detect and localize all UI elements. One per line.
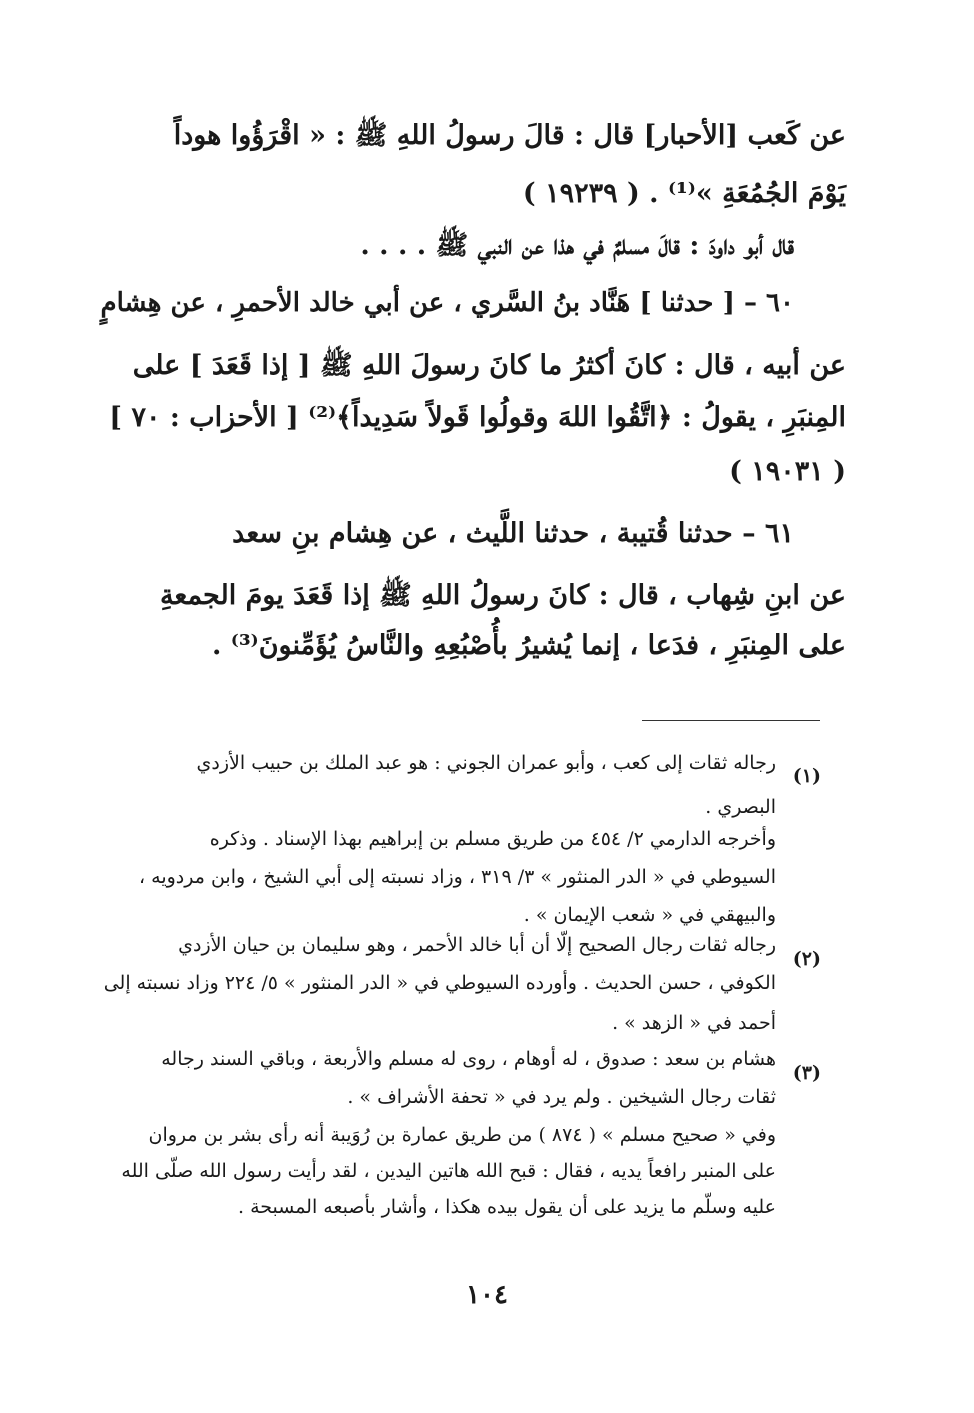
- footnote-line: على المنبر رافعاً يديه ، فقال : قبح الله هاتين اليدين ، لقد رأيت رسول الله صلّى الله: [121, 1160, 776, 1182]
- footnote-line: الكوفي ، حسن الحديث . وأورده السيوطي في « الدر المنثور » ٥/ ٢٢٤ وزاد نسبته إلى: [103, 972, 776, 994]
- footnote-line: البصري .: [705, 796, 776, 818]
- body-line: على المِنبَرِ ، فدَعا ، إنما يُشيرُ بأُصْبُعِهِ والنَّاسُ يُؤَمِّنونَ⁽³⁾ .: [211, 630, 846, 661]
- footnote-number: (١): [792, 765, 821, 787]
- footnote-line: السيوطي في « الدر المنثور » ٣/ ٣١٩ ، وزاد نسبته إلى أبي الشيخ ، وابن مردويه ،: [138, 866, 776, 888]
- footnote-line: وأخرجه الدارمي ٢/ ٤٥٤ من طريق مسلم بن إبراهيم بهذا الإسناد . وذكره: [209, 828, 776, 850]
- footnote-line: هشام بن سعد : صدوق ، له أوهام ، روى له مسلم والأربعة ، وباقي السند رجاله: [161, 1048, 776, 1070]
- footnote-line: والبيهقي في « شعب الإيمان » .: [523, 904, 776, 926]
- body-line: قال أبو داودَ : قالَ مسلمٌ في هذا عن النبي ﷺ . . . .: [360, 230, 794, 261]
- body-line: ٦٠ – [ حدثنا ] هَنَّاد بنُ السَّري ، عن أبي خالد الأحمرِ ، عن هِشامٍ: [100, 288, 794, 318]
- footnote-line: وفي « صحيح مسلم » ( ٨٧٤ ) من طريق عمارة بن رُوَيبة أنه رأى بشر بن مروان: [148, 1124, 776, 1146]
- footnote-separator: [642, 720, 820, 721]
- page-number: ١٠٤: [466, 1280, 508, 1310]
- body-line: عن أبيه ، قال : كانَ أكثرُ ما كانَ رسولَ اللهِ ﷺ [ إذا قَعَدَ ] على: [132, 350, 846, 381]
- footnote-line: رجاله ثقات رجال الصحيح إلّا أن أبا خالد الأحمر ، وهو سليمان بن حيان الأزدي: [178, 934, 776, 956]
- footnote-line: رجاله ثقات إلى كعب ، وأبو عمران الجوني : هو عبد الملك بن حبيب الأزدي: [196, 752, 776, 774]
- body-line: ( ١٩٠٣١ ): [729, 456, 846, 487]
- footnote-line: ثقات رجال الشيخين . ولم يرد في « تحفة الأشراف » .: [347, 1086, 776, 1108]
- body-line: عن كَعب [الأحبار] قال : قالَ رسولُ اللهِ ﷺ : « اقْرَؤُوا هوداً: [173, 120, 846, 151]
- footnote-number: (٢): [792, 948, 821, 970]
- footnote-line: عليه وسلّم ما يزيد على أن يقول بيده هكذا ، وأشار بأصبعه المسبحة .: [237, 1196, 776, 1218]
- body-line: عن ابنِ شِهاب ، قال : كانَ رسولُ اللهِ ﷺ إذا قَعَدَ يومَ الجمعةِ: [159, 580, 846, 611]
- footnote-line: أحمد في « الزهد » .: [612, 1012, 776, 1034]
- body-line: ٦١ – حدثنا قُتيبة ، حدثنا اللَّيث ، عن هِشام بنِ سعد: [232, 518, 794, 549]
- body-line: يَوْمَ الجُمُعَةِ »⁽¹⁾ . ( ١٩٢٣٩ ): [522, 178, 846, 209]
- body-line: المِنبَرِ ، يقولُ : ﴿اتَّقُوا اللهَ وقولُوا قَولاً سَدِيداً﴾⁽²⁾ [ الأحزاب : ٧٠ ]: [109, 402, 846, 433]
- footnote-number: (٣): [792, 1062, 821, 1084]
